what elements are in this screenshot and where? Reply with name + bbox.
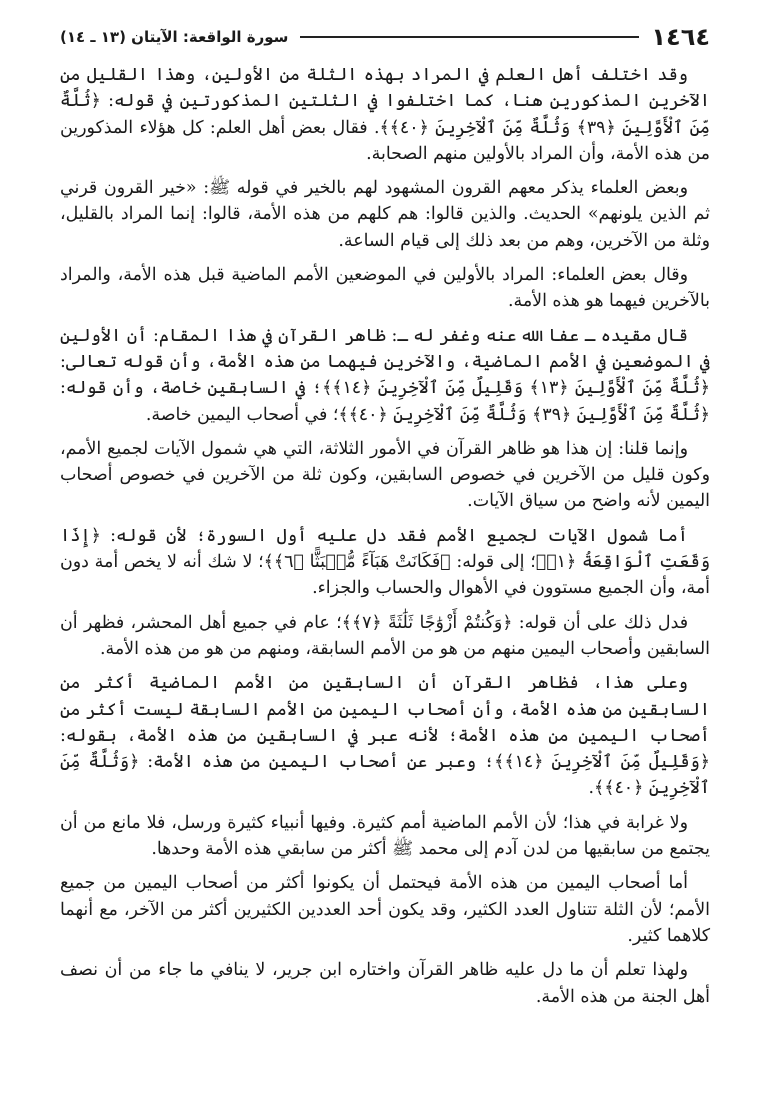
paragraph: وعلى هذا، فظاهر القرآن أن السابقين من الأمم الماضية أكثر من السابقين من هذه الأمة، وأن أصحاب اليمين من الأمم السابقة ليست أكثر من أصحاب اليمين من هذه الأمة؛ لأنه عبر في السابقين من هذه الأمة، بقوله: ﴿وَقَلِيلٌ مِّنَ ٱلْآخِرِينَ ﴿١٤﴾﴾؛ وعبر عن أصحاب اليمين من هذه الأمة: ﴿وَثُلَّةٌ مِّنَ ٱلْآخِرِينَ ﴿٤٠﴾﴾. (60, 673, 710, 799)
paragraph: ولهذا تعلم أن ما دل عليه ظاهر القرآن واختاره ابن جرير، لا ينافي ما جاء من أن نصف أهل الجنة من هذه الأمة. (60, 960, 710, 1007)
paragraph: وبعض العلماء يذكر معهم القرون المشهود لهم بالخير في قوله ﷺ: «خير القرون قرني ثم الذين يلونهم» الحديث. والذين قالوا: هم كلهم من هذه الأمة، قالوا: إنما المراد بالقليل، وثلة من الآخرين، وهم من بعد ذلك إلى قيام الساعة. (60, 178, 710, 251)
paragraph: أما شمول الآيات لجميع الأمم فقد دل عليه أول السورة؛ لأن قوله: ﴿إِذَا وَقَعَتِ ٱلْوَاقِعَةُ ﴿١﴾﴾؛ إلى قوله: ﴿فَكَانَتْ هَبَآءً مُّنۢبَثًّا ﴿٦﴾﴾؛ لا شك أنه لا يخص أمة دون أمة، وأن الجميع مستوون في الأهوال والحساب والجزاء. (60, 525, 711, 599)
page-header (60, 20, 710, 54)
page-number: ١٤٦٤ (651, 23, 710, 51)
paragraph: وقد اختلف أهل العلم في المراد بهذه الثلة من الأولين، وهذا القليل من الآخرين المذكورين هنا، كما اختلفوا في الثلتين المذكورتين في قوله: ﴿ثُلَّةٌ مِّنَ ٱلْأَوَّلِينَ ﴿٣٩﴾ وَثُلَّةٌ مِّنَ ٱلْآخِرِينَ ﴿٤٠﴾﴾. فقال بعض أهل العلم: كل هؤلاء المذكورين من هذه الأمة، وأن المراد بالأولين منهم الصحابة. (60, 65, 710, 164)
header-rule (300, 36, 639, 38)
paragraph: قال مقيده ـ عفا الله عنه وغفر له ـ: ظاهر القرآن في هذا المقام: أن الأولين في الموضعين في الأمم الماضية، والآخرين فيهما من هذه الأمة، وأن قوله تعالى: ﴿ثُلَّةٌ مِّنَ ٱلْأَوَّلِينَ ﴿١٣﴾ وَقَلِيلٌ مِّنَ ٱلْآخِرِينَ ﴿١٤﴾﴾؛ في السابقين خاصة، وأن قوله: ﴿ثُلَّةٌ مِّنَ ٱلْأَوَّلِينَ ﴿٣٩﴾ وَثُلَّةٌ مِّنَ ٱلْآخِرِينَ ﴿٤٠﴾﴾؛ في أصحاب اليمين خاصة. (60, 325, 710, 425)
paragraph: ولا غرابة في هذا؛ لأن الأمم الماضية أمم كثيرة. وفيها أنبياء كثيرة ورسل، فلا مانع من أن يجتمع من سابقيها من لدن آدم إلى محمد ﷺ أكثر من سابقي هذه الأمة وحدها. (60, 812, 710, 860)
paragraph: وإنما قلنا: إن هذا هو ظاهر القرآن في الأمور الثلاثة، التي هي شمول الآيات لجميع الأمم، وكون قليل من الآخرين في خصوص السابقين، وكون ثلة من الآخرين في خصوص أصحاب اليمين لأنه واضح من سياق الآيات. (60, 438, 710, 512)
running-head: سورة الواقعة: الآيتان (١٣ ـ ١٤) (60, 28, 289, 46)
book-page (60, 20, 710, 1080)
paragraph: فدل ذلك على أن قوله: ﴿وَكُنتُمْ أَزْوَٰجًا ثَلَٰثَةً ﴿٧﴾﴾؛ عام في جميع أهل المحشر، فظهر أن السابقين وأصحاب اليمين منهم من هو من الأمم السابقة، ومنهم من هو من هذه الأمة. (60, 612, 710, 659)
paragraph: أما أصحاب اليمين من هذه الأمة فيحتمل أن يكونوا أكثر من أصحاب اليمين من جميع الأمم؛ لأن الثلة تتناول العدد الكثير، وقد يكون أحد العددين الكثيرين أكثر من الآخر، مع أنهما كلاهما كثير. (60, 873, 710, 946)
body-text (60, 62, 710, 1010)
paragraph: وقال بعض العلماء: المراد بالأولين في الموضعين الأمم الماضية قبل هذه الأمة، والمراد بالآخرين فيهما هو هذه الأمة. (60, 265, 710, 312)
